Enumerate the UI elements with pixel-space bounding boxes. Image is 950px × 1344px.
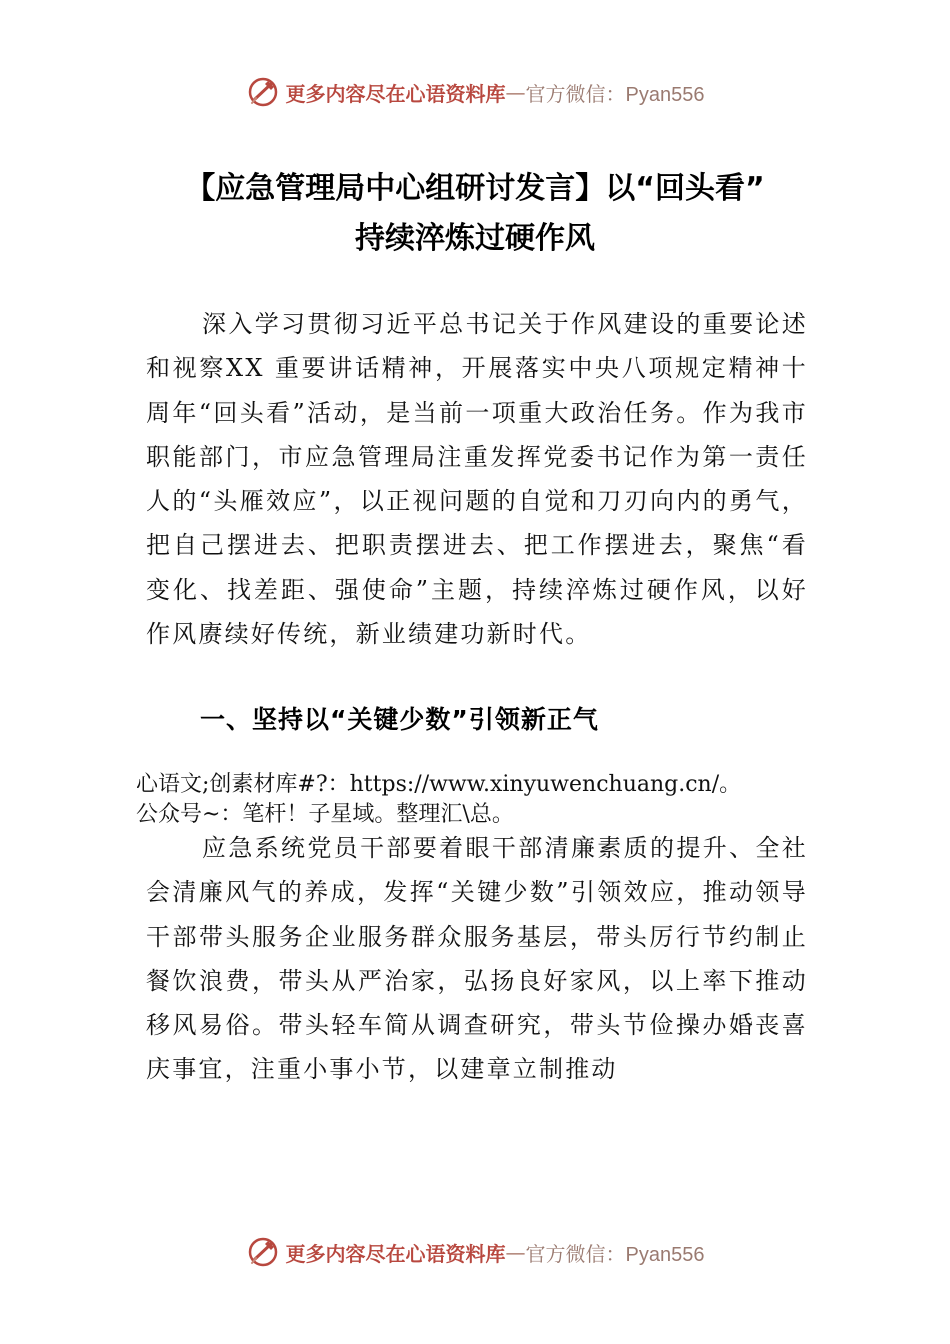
brand-logo-icon	[246, 75, 280, 109]
section1-paragraph: 应急系统党员干部要着眼干部清廉素质的提升、全社会清廉风气的养成，发挥“关键少数”引领效应，推动领导干部带头服务企业服务群众服务基层，带头厉行节约制止餐饮浪费，带头从严治家，弘扬良好家风，以上率下推动移风易俗。带头轻车简从调查研究，带头节俭操办婚丧喜庆事宜，注重小事小节，以建章立制推动	[146, 834, 808, 1084]
watermark-separator: —	[505, 1240, 526, 1264]
watermark-wechat-label: 官方微信：	[525, 1241, 626, 1266]
intro-paragraph: 深入学习贯彻习近平总书记关于作风建设的重要论述和视察XX 重要讲话精神，开展落实中央八项规定精神十周年“回头看”活动，是当前一项重大政治任务。作为我市职能部门，市应急管理局注重发挥党委书记作为第一责任人的“头雁效应”，以正视问题的自觉和刀刃向内的勇气，把自己摆进去、把职责摆进去、把工作摆进去，聚焦“看变化、找差距、强使命”主题，持续淬炼过硬作风，以好作风赓续好传统，新业绩建功新时代。	[146, 310, 808, 649]
watermark-wechat-id: Pyan556	[625, 83, 705, 106]
document-title-line1: 【应急管理局中心组研讨发言】以“回头看”	[185, 171, 765, 206]
watermark-banner-bottom	[0, 1232, 950, 1272]
section1-heading: 一、坚持以“关键少数”引领新正气	[200, 705, 599, 734]
watermark-wechat-id: Pyan556	[625, 1243, 705, 1266]
watermark-brand-text: 更多内容尽在心语资料库	[285, 81, 506, 106]
inserted-source-line: 心语文;创素材库#?：https://www.xinyuwenchuang.cn/。	[136, 772, 742, 797]
watermark-wechat-label: 官方微信：	[525, 81, 626, 106]
document-title-line2: 持续淬炼过硬作风	[355, 221, 595, 256]
watermark-brand-text: 更多内容尽在心语资料库	[285, 1241, 506, 1266]
brand-logo-icon	[246, 1235, 280, 1269]
watermark-banner-top	[0, 72, 950, 112]
inserted-account-line: 公众号~：笔杆！子星域。整理汇\总。	[136, 802, 514, 827]
watermark-wechat	[526, 78, 705, 107]
watermark-wechat	[526, 1238, 705, 1267]
watermark-separator: —	[505, 80, 526, 104]
